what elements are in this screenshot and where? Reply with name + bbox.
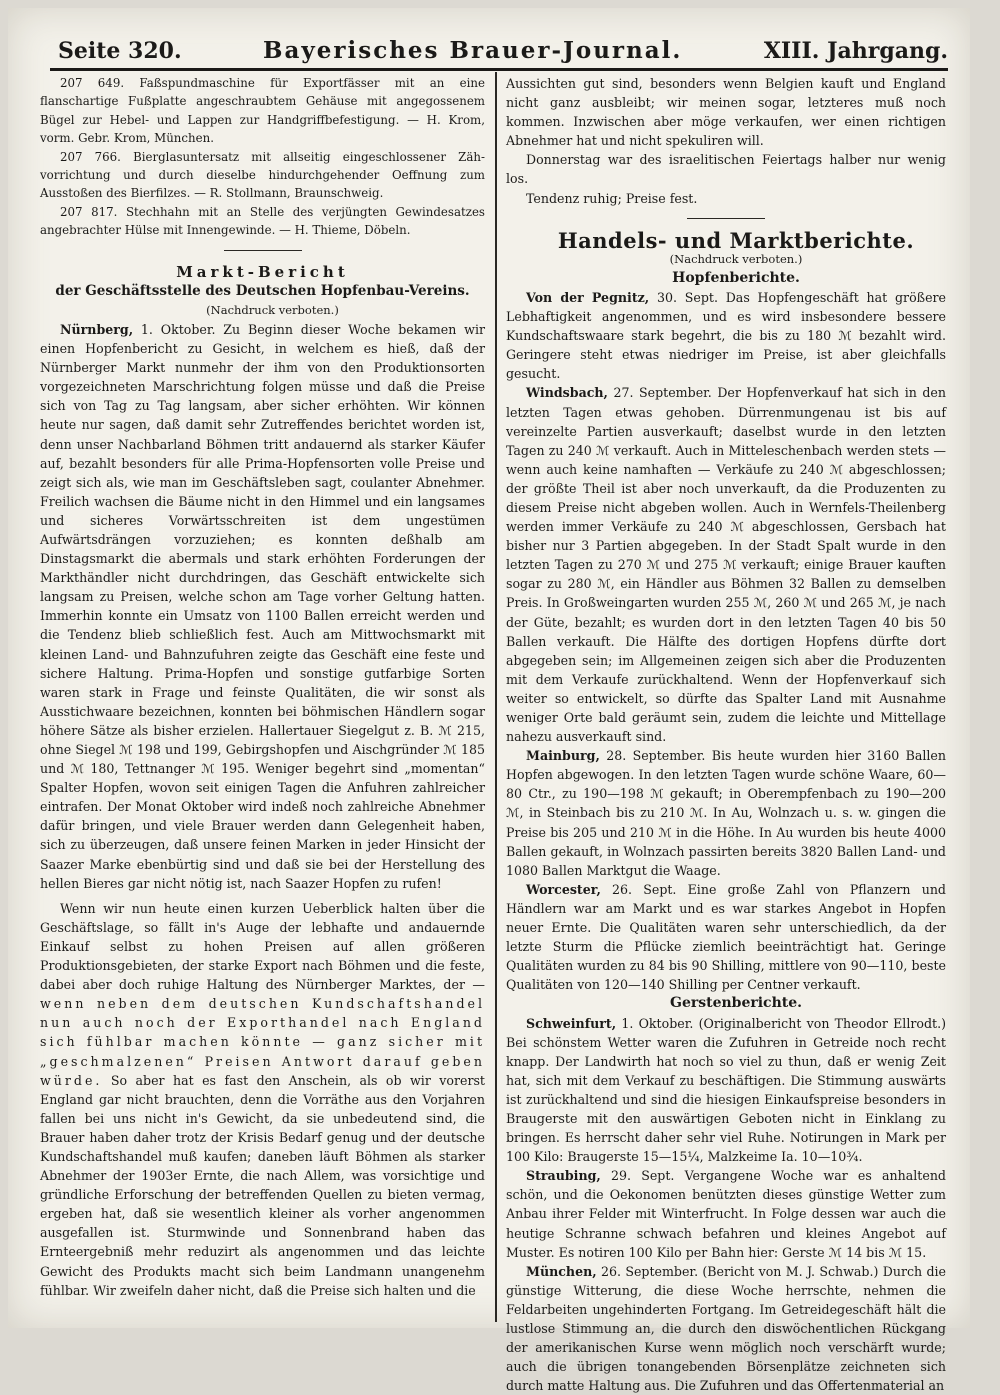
place-name: Schweinfurt, <box>526 1015 617 1031</box>
markt-note: (Nachdruck verboten.) <box>206 302 339 317</box>
hopfen-report <box>506 383 946 746</box>
patent-entry: 207 649. Faßspundmaschine für Exportfässer mit an eine flanschartige Fußplatte angeschraubtem Gehäuse mit angegossenem Bügel zur Hebel- und Lappen zur Handgriffbefestigung. — H. Krom, vorm. Gebr. Krom, München. <box>40 76 485 146</box>
patent-entry: 207 766. Bierglasuntersatz mit allseitig eingeschlossener Zäh-vorrichtung und durch dieselbe hindurchgehender Oeffnung zum Ausstoßen des Bierfilzes. — R. Stollmann, Braunschweig. <box>40 149 485 201</box>
place-name: Worcester, <box>526 881 601 897</box>
volume-label: XIII. Jahrgang. <box>763 38 948 64</box>
journal-title: Bayerisches Brauer-Journal. <box>263 37 683 64</box>
markt-paragraph <box>40 320 485 893</box>
place-name: Windsbach, <box>526 385 608 401</box>
left-column <box>40 74 485 1300</box>
hopfen-title: Hopfenberichte. <box>672 269 800 286</box>
report-text: 29. Sept. Vergangene Woche war es anhaltend schön, und die Oekonomen benützten dieses günstige Wetter zum Anbau ihrer Felder mit Winterfrucht. In Folge dessen war auch die heutige Schranne schwach befahren und kleines Angebot auf Muster. Es notiren 100 Kilo per Bahn hier: Gerste ℳ 14 bis ℳ 15. <box>506 1168 946 1260</box>
markt-paragraph <box>40 899 485 1300</box>
newspaper-page <box>8 8 970 1394</box>
place-name: Nürnberg, <box>60 321 134 337</box>
markt-title: Markt-Bericht <box>176 262 349 281</box>
section-divider <box>687 218 765 219</box>
paragraph-text: So aber hat es fast den Anschein, als ob wir vorerst England gar nicht brauchten, denn die Vorräthe aus den Vorjahren fallen bei uns nicht in's Gewicht, da sie unbedeutend sind, die Brauer haben daher trotz der Krisis Bedarf genug und der deutsche Kundschaftshandel muß kaufen; daneben läuft Böhmen als starker Abnehmer der 1903er Ernte, die nach Allem, was vorsichtige und gründliche Erforschung der betreffenden Quellen zu bieten vermag, ergeben hat, daß sie wesentlich kleiner als vorher angenommen ausgefallen ist. Sturmwinde und Sonnenbrand haben das Ernteergebniß mehr reduzirt als angenommen und das leichte Gewicht des Produkts macht sich beim Landmann unangenehm fühlbar. Wir zweifeln daher nicht, daß die Preise sich halten und die <box>40 1072 485 1298</box>
gersten-report <box>506 1166 946 1261</box>
report-text: 26. Sept. Eine große Zahl von Pflanzern und Händlern war am Markt und es war starkes Angebot in Hopfen neuer Ernte. Die Qualitäten waren sehr unterschiedlich, da der letzte Sturm die Pflücke ziemlich beeinträchtigt hat. Geringe Qualitäten wurden zu 84 bis 90 Shilling, mittlere von 90—110, beste Qualitäten von 120—140 Shilling per Centner verkauft. <box>506 881 946 993</box>
right-column <box>506 74 946 1395</box>
gersten-report <box>506 1014 946 1167</box>
patent-entry: 207 817. Stechhahn mit an Stelle des verjüngten Gewindesatzes angebrachter Hülse mit Innengewinde. — H. Thieme, Döbeln. <box>40 204 485 238</box>
markt-paragraph: Tendenz ruhig; Preise fest. <box>526 190 698 206</box>
report-text: 28. September. Bis heute wurden hier 3160 Ballen Hopfen abgewogen. In den letzten Tagen wurde schöne Waare, 60—80 Ctr., zu 190—198 ℳ gekauft; in Oberempfenbach zu 190—200 ℳ, in Steinbach bis zu 210 ℳ. In Au, Wolnzach u. s. w. gingen die Preise bis 205 und 210 ℳ in die Höhe. In Au wurden bis heute 4000 Ballen gekauft, in Wolnzach passirten bereits 3820 Ballen Land- und 1080 Ballen Marktgut die Waage. <box>506 748 946 878</box>
section-divider <box>224 250 302 251</box>
place-name: München, <box>526 1263 597 1279</box>
column-divider <box>495 72 497 1322</box>
gersten-report <box>506 1262 946 1395</box>
page-header <box>58 30 948 64</box>
report-text: 30. Sept. Das Hopfengeschäft hat größere Lebhaftigkeit angenommen, und es wird insbesondere bessere Kundschaftswaare stark begehrt, die bis zu 180 ℳ bezahlt wird. Geringere steht etwas niedriger im Preise, ist aber gleichfalls gesucht. <box>506 289 946 382</box>
report-text: 26. September. (Bericht von M. J. Schwab.) Durch die günstige Witterung, die diese Woche herrschte, nehmen die Feldarbeiten ungehinderten Fortgang. Im Getreidegeschäft hält die lustlose Stimmung an, die durch den diswöchentlichen Rückgang der amerikanischen Kurse wenn möglich noch verschärft wurde; auch die übrigen tonangebenden Börsenplätze zeichneten sich durch matte Haltung aus. Die Zufuhren und das Offertenmaterial an <box>506 1263 946 1394</box>
report-text: 1. Oktober. (Originalbericht von Theodor Ellrodt.) Bei schönstem Wetter waren die Zufuhren in Getreide noch recht knapp. Der Landwirth hat noch so viel zu thun, daß er wenig Zeit hat, sich mit dem Verkauf zu beschäftigen. Die Stimmung auswärts ist zurückhaltend und sind die hiesigen Einkaufspreise besonders in Braugerste mit den auswärtigen Geboten nicht in Einklang zu bringen. Es herrscht daher sehr viel Ruhe. Notirungen in Mark per 100 Kilo: Braugerste 15—15¼, Malzkeime Ia. 10—10¾. <box>506 1015 946 1165</box>
place-name: Straubing, <box>526 1168 601 1184</box>
hopfen-report <box>506 746 946 880</box>
hopfen-report <box>506 288 946 383</box>
markt-paragraph: Donnerstag war des israelitischen Feiertags halber nur wenig los. <box>506 152 946 187</box>
spaced-text: wenn neben dem deutschen Kundschaftshandel nun auch noch der Exporthandel nach England sich fühlbar machen könnte — ganz sicher mit „geschmalzenen“ Preisen Antwort darauf geben würde. <box>40 996 485 1088</box>
paragraph-text: Wenn wir nun heute einen kurzen Ueberblick halten über die Geschäftslage, so fällt in's Auge der lebhafte und andauernde Einkauf selbst zu hohen Preisen auf allen größeren Produktionsgebieten, der starke Export nach Böhmen und die feste, dabei aber doch ruhige Haltung des Nürnberger Marktes, der — <box>40 900 485 993</box>
header-rule <box>50 68 948 71</box>
handel-note: (Nachdruck verboten.) <box>669 251 803 266</box>
paragraph-text: 1. Oktober. Zu Beginn dieser Woche bekamen wir einen Hopfenbericht zu Gesicht, in welchem es hieß, daß der Nürnberger Markt nunmehr der ihm von den Produktionsorten vorgezeichneten Marschrichtung folgen müsse und daß die Preise sich von Tag zu Tag langsam, aber sicher erhöhten. Wir können heute nur sagen, daß damit sehr Zutreffendes berichtet worden ist, denn unser Nachbarland Böhmen tritt andauernd als starker Käufer auf, bezahlt besonders für alle Prima-Hopfensorten volle Preise und zeigt sich als, wie man im Geschäftsleben sagt, coulanter Abnehmer. Freilich wachsen die Bäume nicht in den Himmel und ein langsames und sicheres Vorwärtsschreiten ist dem ungestümen Aufwärtsdrängen vorzuziehen; es konnten deßhalb am Dinstagsmarkt die abermals und stark erhöhten Forderungen der Markthändler nicht durchdringen, das Geschäft entwickelte sich langsam zu Preisen, welche schon am Tage vorher Geltung hatten. Immerhin konnte ein Umsatz von 1100 Ballen erreicht werden und die Tendenz blieb schließlich fest. Auch am Mittwochsmarkt mit kleinen Land- und Bahnzufuhren zeigte das Geschäft eine feste und sichere Haltung. Prima-Hopfen und sonstige gutfarbige Sorten waren stark in Frage und feinste Qualitäten, die wir sonst als Ausstichwaare bezeichnen, konnten bei böhmischen Händlern sogar höhere Sätze als bisher erzielen. Hallertauer Siegelgut z. B. ℳ 215, ohne Siegel ℳ 198 und 199, Gebirgshopfen und Aischgründer ℳ 185 und ℳ 180, Tettnanger ℳ 195. Weniger begehrt sind „momentan“ Spalter Hopfen, wovon seit einigen Tagen die Anfuhren zahlreicher eintrafen. Der Monat Oktober wird indeß noch zahlreiche Abnehmer dafür bringen, und viele Brauer werden dann Gelegenheit haben, sich zu überzeugen, daß unsere feinen Marken in jeder Hinsicht der Saazer Marke ebenbürtig sind und daß sie bei der Herstellung des hellen Bieres gar nicht nötig ist, nach Saazer Hopfen zu rufen! <box>40 321 485 891</box>
page-number: Seite 320. <box>58 38 182 64</box>
handel-title: Handels- und Marktberichte. <box>557 227 915 253</box>
gersten-title: Gerstenberichte. <box>669 995 802 1012</box>
report-text: 27. September. Der Hopfenverkauf hat sich in den letzten Tagen etwas gehoben. Dürrenmungenau ist bis auf vereinzelte Partien ausverkauft; daselbst wurde in den letzten Tagen zu 240 ℳ verkauft. Auch in Mitteleschenbach werden stets — wenn auch keine namhaften — Verkäufe zu 240 ℳ abgeschlossen; der größte Theil ist aber noch unverkauft, da die Produzenten zu diesem Preise nicht abgeben wollen. Auch in Wernfels-Theilenberg werden immer Verkäufe zu 240 ℳ abgeschlossen, Gersbach hat bisher nur 3 Partien abgegeben. In der Stadt Spalt wurde in den letzten Tagen zu 270 ℳ und 275 ℳ verkauft; einige Brauer kauften sogar zu 280 ℳ, ein Händler aus Böhmen 32 Ballen zu demselben Preis. In Großweingarten wurden 255 ℳ, 260 ℳ und 265 ℳ, je nach der Güte, bezahlt; es wurden dort in den letzten Tagen 40 bis 50 Ballen verkauft. Die Hälfte des dortigen Hopfens dürfte dort abgegeben sein; im Allgemeinen zeigen sich aber die Produzenten mit dem Verkaufe zurückhaltend. Wenn der Hopfenverkauf sich weiter so entwickelt, so dürfte das Spalter Land mit Ausnahme weniger Orte bald geräumt sein, zudem die leichte und Mittellage nahezu ausverkauft sind. <box>506 385 946 745</box>
markt-paragraph-continued: Aussichten gut sind, besonders wenn Belgien kauft und England nicht ganz ausbleibt; wir meinen sogar, letzteres muß noch kommen. Inzwischen aber möge verkaufen, wer einen richtigen Abnehmer hat und nicht spekuliren will. <box>506 76 946 149</box>
place-name: Mainburg, <box>526 748 600 764</box>
place-name: Von der Pegnitz, <box>526 289 650 305</box>
hopfen-report <box>506 880 946 995</box>
markt-subtitle: der Geschäftsstelle des Deutschen Hopfenbau-Vereins. <box>55 282 470 299</box>
patent-list <box>40 74 485 240</box>
